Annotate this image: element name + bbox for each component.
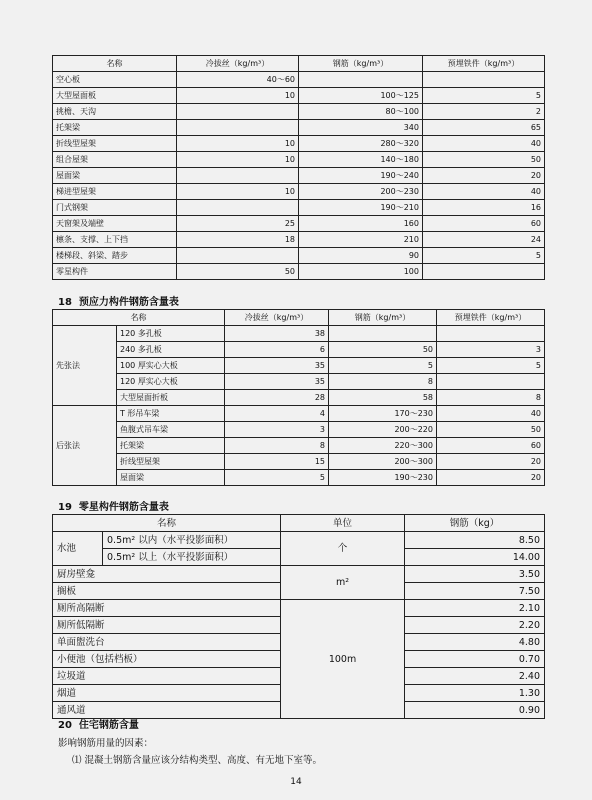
row-name: 梯进型屋架: [53, 184, 177, 200]
embedded-iron-value: 20: [437, 470, 545, 486]
cold-drawn-wire-value: 3: [225, 422, 329, 438]
embedded-iron-value: 16: [423, 200, 545, 216]
row-name: 烟道: [53, 685, 281, 702]
table-row: [53, 406, 545, 422]
cold-drawn-wire-value: 35: [225, 358, 329, 374]
embedded-iron-value: 8: [437, 390, 545, 406]
embedded-iron-value: 5: [423, 248, 545, 264]
body-paragraph: 影响钢筋用量的因素：: [58, 738, 154, 749]
embedded-iron-value: 40: [423, 136, 545, 152]
embedded-iron-value: 50: [423, 152, 545, 168]
row-value: 4.80: [405, 634, 545, 651]
section-number: 19: [58, 502, 72, 513]
rebar-value: 200～230: [299, 184, 423, 200]
table-row: [53, 168, 545, 184]
cold-drawn-wire-value: [177, 104, 299, 120]
cold-drawn-wire-value: 15: [225, 454, 329, 470]
table-row: [53, 248, 545, 264]
row-name: 折线型屋架: [117, 454, 225, 470]
row-name: 小便池（包括档板）: [53, 651, 281, 668]
table-row: [53, 104, 545, 120]
embedded-iron-value: [423, 264, 545, 280]
rebar-value: 50: [329, 342, 437, 358]
body-paragraph: ⑴ 混凝土钢筋含量应该分结构类型、高度、有无地下室等。: [72, 755, 323, 766]
table-row: [53, 152, 545, 168]
rebar-value: 160: [299, 216, 423, 232]
table-row: [53, 438, 545, 454]
cold-drawn-wire-value: 18: [177, 232, 299, 248]
rebar-value: 170～230: [329, 406, 437, 422]
method-group-label: 后张法: [53, 406, 117, 486]
table-row: [53, 120, 545, 136]
table-row: [53, 470, 545, 486]
embedded-iron-value: 5: [437, 358, 545, 374]
rebar-value: 90: [299, 248, 423, 264]
row-name: 托架梁: [53, 120, 177, 136]
section-19-heading: [58, 498, 169, 513]
row-value: 0.70: [405, 651, 545, 668]
row-value: 2.40: [405, 668, 545, 685]
rebar-value: [299, 72, 423, 88]
section-number: 18: [58, 297, 72, 308]
cold-drawn-wire-value: 28: [225, 390, 329, 406]
row-name: 组合屋架: [53, 152, 177, 168]
rebar-value: 100: [299, 264, 423, 280]
rebar-value: [329, 326, 437, 342]
unit-100m: 100m: [281, 600, 405, 719]
table-row: [53, 72, 545, 88]
rebar-value: 8: [329, 374, 437, 390]
embedded-iron-value: [437, 374, 545, 390]
rebar-value: 280～320: [299, 136, 423, 152]
rebar-value: 220～300: [329, 438, 437, 454]
pool-group-label: 水池: [53, 532, 103, 566]
row-name: 门式钢架: [53, 200, 177, 216]
header-embedded-iron: 预埋铁件（kg/m³）: [437, 310, 545, 326]
cold-drawn-wire-value: 4: [225, 406, 329, 422]
table-row: [53, 454, 545, 470]
table-row: [53, 374, 545, 390]
row-name: 檩条、支撑、上下挡: [53, 232, 177, 248]
embedded-iron-value: 40: [423, 184, 545, 200]
section-title: 零星构件钢筋含量表: [78, 502, 169, 513]
row-name: 0.5m² 以内（水平投影面积）: [103, 532, 281, 549]
misc-component-rebar-table: [52, 514, 545, 719]
row-name: T 形吊车梁: [117, 406, 225, 422]
embedded-iron-value: 24: [423, 232, 545, 248]
row-value: 2.10: [405, 600, 545, 617]
cold-drawn-wire-value: 40～60: [177, 72, 299, 88]
table-row: [53, 566, 545, 583]
row-name: 240 多孔板: [117, 342, 225, 358]
rebar-value: 190～210: [299, 200, 423, 216]
section-title: 住宅钢筋含量: [78, 720, 139, 731]
rebar-value: 5: [329, 358, 437, 374]
table-row: [53, 422, 545, 438]
row-value: 3.50: [405, 566, 545, 583]
row-value: 2.20: [405, 617, 545, 634]
cold-drawn-wire-value: [177, 248, 299, 264]
cold-drawn-wire-value: [177, 168, 299, 184]
rebar-value: 200～300: [329, 454, 437, 470]
row-value: 1.30: [405, 685, 545, 702]
row-name: 0.5m² 以上（水平投影面积）: [103, 549, 281, 566]
table-row: [53, 532, 545, 549]
unit-m2: m²: [281, 566, 405, 600]
row-name: 厕所低隔断: [53, 617, 281, 634]
embedded-iron-value: 40: [437, 406, 545, 422]
table-row: [53, 200, 545, 216]
row-name: 搁板: [53, 583, 281, 600]
embedded-iron-value: 60: [437, 438, 545, 454]
embedded-iron-value: 60: [423, 216, 545, 232]
row-name: 厨房壁龛: [53, 566, 281, 583]
cold-drawn-wire-value: 10: [177, 88, 299, 104]
rebar-value: 210: [299, 232, 423, 248]
embedded-iron-value: 3: [437, 342, 545, 358]
cold-drawn-wire-value: 5: [225, 470, 329, 486]
row-name: 屋面梁: [117, 470, 225, 486]
cold-drawn-wire-value: 50: [177, 264, 299, 280]
table-row: [53, 600, 545, 617]
row-name: 120 多孔板: [117, 326, 225, 342]
header-cold-drawn-wire: 冷拔丝（kg/m³）: [225, 310, 329, 326]
cold-drawn-wire-value: 10: [177, 152, 299, 168]
row-name: 天窗架及端壁: [53, 216, 177, 232]
row-name: 厕所高隔断: [53, 600, 281, 617]
header-name: 名称: [53, 310, 225, 326]
embedded-iron-value: 65: [423, 120, 545, 136]
embedded-iron-value: 20: [423, 168, 545, 184]
embedded-iron-value: [437, 326, 545, 342]
table-header-row: [53, 310, 545, 326]
row-name: 楼梯段、斜梁、踏步: [53, 248, 177, 264]
table-row: [53, 184, 545, 200]
table-row: [53, 358, 545, 374]
section-number: 20: [58, 720, 72, 731]
header-rebar: 钢筋（kg/m³）: [299, 56, 423, 72]
component-rebar-table: [52, 55, 545, 280]
table-row: [53, 232, 545, 248]
rebar-value: 100～125: [299, 88, 423, 104]
header-name: 名称: [53, 515, 281, 532]
rebar-value: 200～220: [329, 422, 437, 438]
table-row: [53, 390, 545, 406]
row-name: 挑檐、天沟: [53, 104, 177, 120]
embedded-iron-value: 2: [423, 104, 545, 120]
page-number: 14: [290, 777, 302, 787]
rebar-value: 80～100: [299, 104, 423, 120]
rebar-value: 340: [299, 120, 423, 136]
row-value: 8.50: [405, 532, 545, 549]
rebar-value: 140～180: [299, 152, 423, 168]
rebar-value: 190～230: [329, 470, 437, 486]
header-embedded-iron: 预埋铁件（kg/m³）: [423, 56, 545, 72]
cold-drawn-wire-value: 8: [225, 438, 329, 454]
row-name: 折线型屋架: [53, 136, 177, 152]
cold-drawn-wire-value: 38: [225, 326, 329, 342]
rebar-value: 58: [329, 390, 437, 406]
row-name: 托架梁: [117, 438, 225, 454]
table-header-row: [53, 515, 545, 532]
table-row: [53, 342, 545, 358]
header-unit: 单位: [281, 515, 405, 532]
table-row: [53, 326, 545, 342]
row-name: 鱼腹式吊车梁: [117, 422, 225, 438]
cold-drawn-wire-value: 35: [225, 374, 329, 390]
cold-drawn-wire-value: [177, 200, 299, 216]
row-name: 大型屋面板: [53, 88, 177, 104]
row-value: 0.90: [405, 702, 545, 719]
embedded-iron-value: [423, 72, 545, 88]
embedded-iron-value: 50: [437, 422, 545, 438]
table-row: [53, 88, 545, 104]
header-rebar-kg: 钢筋（kg）: [405, 515, 545, 532]
rebar-value: 190～240: [299, 168, 423, 184]
section-title: 预应力构件钢筋含量表: [78, 297, 179, 308]
row-value: 14.00: [405, 549, 545, 566]
table-row: [53, 136, 545, 152]
embedded-iron-value: 20: [437, 454, 545, 470]
row-name: 单面盥洗台: [53, 634, 281, 651]
row-name: 120 厚实心大板: [117, 374, 225, 390]
row-name: 垃圾道: [53, 668, 281, 685]
method-group-label: 先张法: [53, 326, 117, 406]
header-cold-drawn-wire: 冷拔丝（kg/m³）: [177, 56, 299, 72]
unit-pool: 个: [281, 532, 405, 566]
table-row: [53, 264, 545, 280]
row-name: 大型屋面折板: [117, 390, 225, 406]
row-value: 7.50: [405, 583, 545, 600]
cold-drawn-wire-value: 6: [225, 342, 329, 358]
row-name: 屋面梁: [53, 168, 177, 184]
table-header-row: [53, 56, 545, 72]
cold-drawn-wire-value: 25: [177, 216, 299, 232]
row-name: 空心板: [53, 72, 177, 88]
cold-drawn-wire-value: 10: [177, 184, 299, 200]
row-name: 100 厚实心大板: [117, 358, 225, 374]
prestressed-rebar-table: [52, 309, 545, 486]
section-20-heading: [58, 716, 139, 731]
section-18-heading: [58, 293, 179, 308]
table-row: [53, 216, 545, 232]
row-name: 通风道: [53, 702, 281, 719]
header-rebar: 钢筋（kg/m³）: [329, 310, 437, 326]
header-name: 名称: [53, 56, 177, 72]
embedded-iron-value: 5: [423, 88, 545, 104]
cold-drawn-wire-value: 10: [177, 136, 299, 152]
row-name: 零星构件: [53, 264, 177, 280]
cold-drawn-wire-value: [177, 120, 299, 136]
